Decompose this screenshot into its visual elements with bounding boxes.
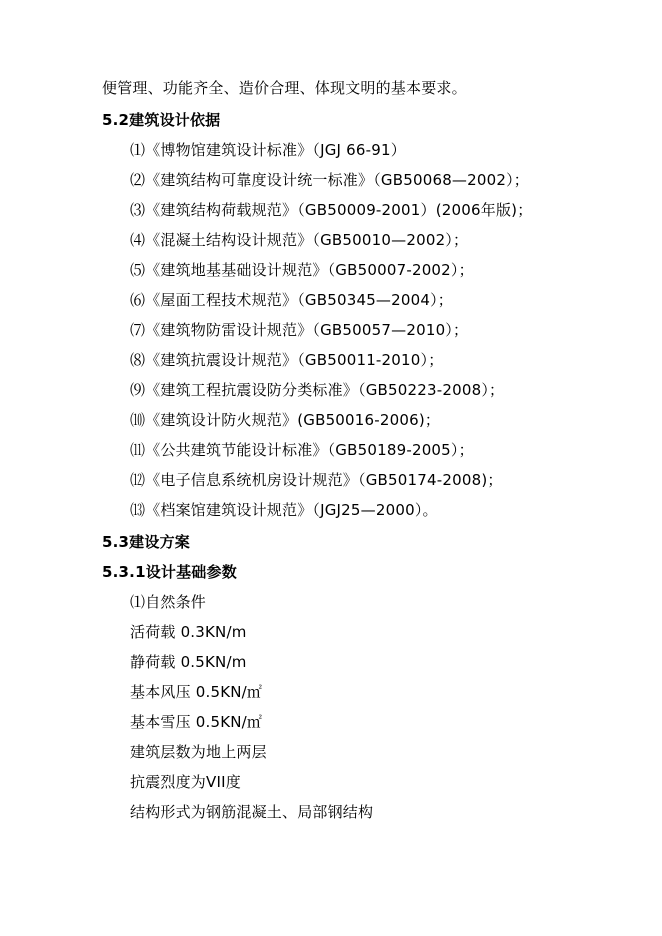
- reference-item-11: ⑾《公共建筑节能设计标准》（GB50189-2005）；: [130, 441, 474, 459]
- reference-item-12: ⑿《电子信息系统机房设计规范》（GB50174-2008)；: [130, 471, 503, 489]
- parameter-item-1: ⑴自然条件: [130, 593, 207, 611]
- reference-item-8: ⑻《建筑抗震设计规范》（GB50011-2010）；: [130, 351, 444, 369]
- section-heading-5-3: 5.3建设方案: [102, 533, 190, 551]
- reference-item-1: ⑴《博物馆建筑设计标准》（JGJ 66-91）: [130, 141, 406, 159]
- reference-item-6: ⑹《屋面工程技术规范》（GB50345—2004）；: [130, 291, 454, 309]
- reference-item-9: ⑼《建筑工程抗震设防分类标准》（GB50223-2008）；: [130, 381, 505, 399]
- reference-item-13: ⒀《档案馆建筑设计规范》（JGJ25—2000）。: [130, 501, 438, 519]
- parameter-item-3: 静荷载 0.5KN/m: [130, 653, 247, 671]
- reference-item-10: ⑽《建筑设计防火规范》(GB50016-2006)；: [130, 411, 441, 429]
- parameter-item-7: 抗震烈度为VII度: [130, 773, 241, 791]
- parameter-item-8: 结构形式为钢筋混凝土、局部钢结构: [130, 803, 374, 821]
- section-heading-5-2: 5.2建筑设计依据: [102, 111, 221, 129]
- reference-item-4: ⑷《混凝土结构设计规范》（GB50010—2002）；: [130, 231, 469, 249]
- reference-item-5: ⑸《建筑地基基础设计规范》（GB50007-2002）；: [130, 261, 474, 279]
- parameter-item-2: 活荷载 0.3KN/m: [130, 623, 247, 641]
- parameter-item-5: 基本雪压 0.5KN/㎡: [130, 713, 263, 731]
- intro-paragraph-line: 便管理、功能齐全、造价合理、体现文明的基本要求。: [102, 79, 467, 97]
- section-heading-5-3-1: 5.3.1设计基础参数: [102, 563, 237, 581]
- reference-item-7: ⑺《建筑物防雷设计规范》（GB50057—2010）；: [130, 321, 469, 339]
- reference-item-3: ⑶《建筑结构荷载规范》（GB50009-2001）(2006年版)；: [130, 201, 533, 219]
- parameter-item-6: 建筑层数为地上两层: [130, 743, 267, 761]
- reference-item-2: ⑵《建筑结构可靠度设计统一标准》（GB50068—2002）；: [130, 171, 530, 189]
- parameter-item-4: 基本风压 0.5KN/㎡: [130, 683, 263, 701]
